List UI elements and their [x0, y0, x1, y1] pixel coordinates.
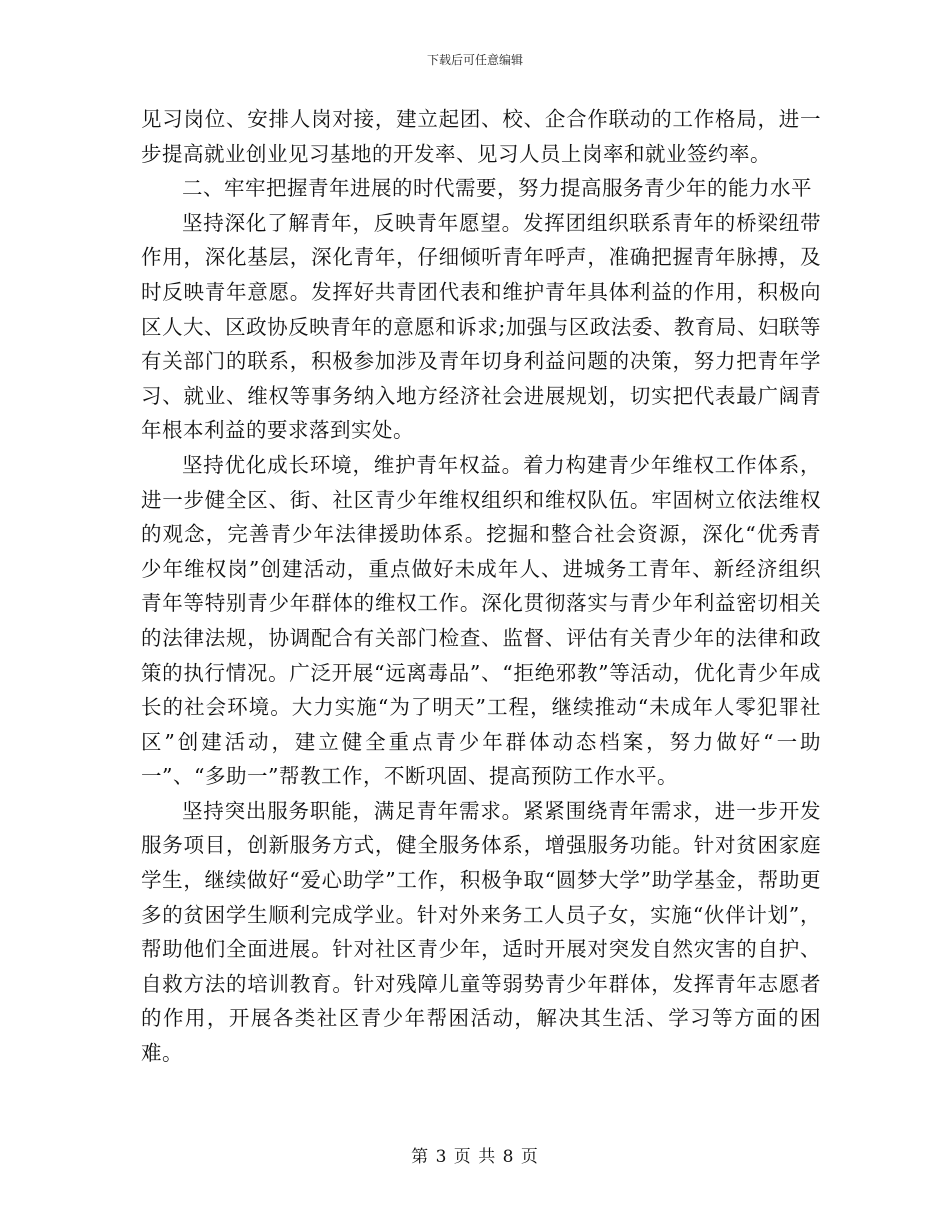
page-header: 下载后可任意编辑	[426, 53, 523, 67]
document-body	[141, 102, 821, 1071]
section-heading: 二、牢牢把握青年进展的时代需要，努力提高服务青少年的能力水平	[182, 176, 812, 201]
paragraph-understand-youth: 坚持深化了解青年，反映青年愿望。发挥团组织联系青年的桥梁纽带作用，深化基层，深化青年，仔细倾听青年呼声，准确把握青年脉搏，及时反映青年意愿。发挥好共青团代表和维护青年具体利益的作用，积极向区人大、区政协反映青年的意愿和诉求;加强与区政法委、教育局、妇联等有关部门的联系，积极参加涉及青年切身利益问题的决策，努力把青年学习、就业、维权等事务纳入地方经济社会进展规划，切实把代表最广阔青年根本利益的要求落到实处。	[141, 210, 821, 443]
page-number-footer: 第 3 页 共 8 页	[411, 1147, 539, 1167]
paragraph-service-functions: 坚持突出服务职能，满足青年需求。紧紧围绕青年需求，进一步开发服务项目，创新服务方式，健全服务体系，增强服务功能。针对贫困家庭学生，继续做好“爱心助学”工作，积极争取“圆梦大学”助学基金，帮助更多的贫困学生顺利完成学业。针对外来务工人员子女，实施“伙伴计划”，帮助他们全面进展。针对社区青少年，适时开展对突发自然灾害的自护、自救方法的培训教育。针对残障儿童等弱势青少年群体，发挥青年志愿者的作用，开展各类社区青少年帮困活动，解决其生活、学习等方面的困难。	[141, 798, 821, 1066]
paragraph-continuation: 见习岗位、安排人岗对接，建立起团、校、企合作联动的工作格局，进一步提高就业创业见习基地的开发率、见习人员上岗率和就业签约率。	[141, 107, 821, 166]
paragraph-youth-rights: 坚持优化成长环境，维护青年权益。着力构建青少年维权工作体系，进一步健全区、街、社区青少年维权组织和维权队伍。牢固树立依法维权的观念，完善青少年法律援助体系。挖掘和整合社会资源，深化“优秀青少年维权岗”创建活动，重点做好未成年人、进城务工青年、新经济组织青年等特别青少年群体的维权工作。深化贯彻落实与青少年利益密切相关的法律法规，协调配合有关部门检查、监督、评估有关青少年的法律和政策的执行情况。广泛开展“远离毒品”、“拒绝邪教”等活动，优化青少年成长的社会环境。大力实施“为了明天”工程，继续推动“未成年人零犯罪社区”创建活动，建立健全重点青少年群体动态档案，努力做好“一助一”、“多助一”帮教工作，不断巩固、提高预防工作水平。	[141, 452, 821, 789]
